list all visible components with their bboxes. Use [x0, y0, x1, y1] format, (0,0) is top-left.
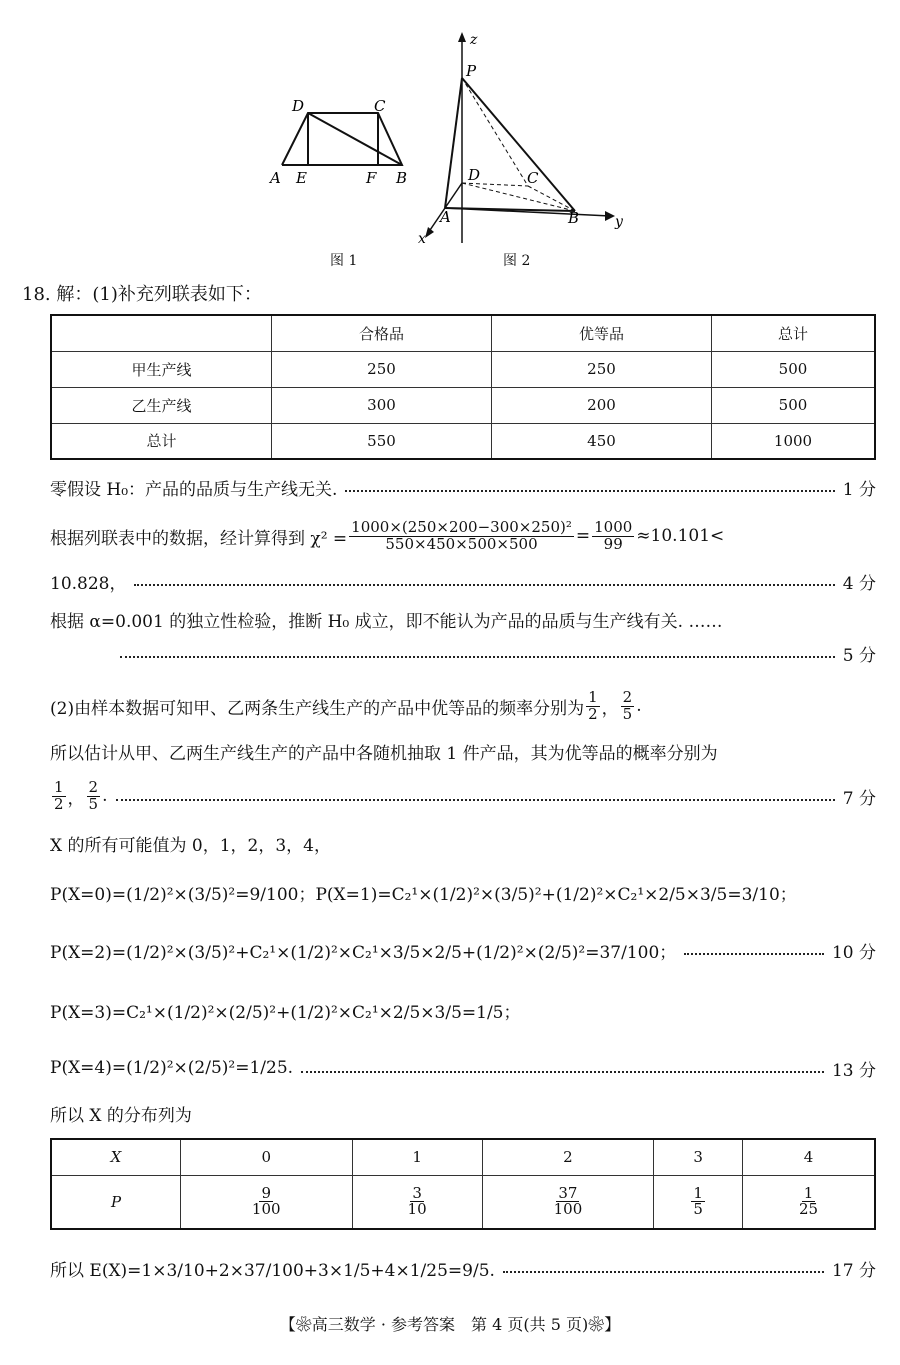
fig1-label-C: C: [374, 97, 386, 115]
fig1-label-E: E: [296, 169, 307, 187]
fraction-denominator: 5: [88, 794, 99, 813]
table-header-cell: P: [51, 1175, 181, 1229]
leader-dots: [301, 1071, 824, 1073]
expectation-text: 所以 E(X)=1×3/10+2×37/100+3×1/5+4×1/25=9/5.: [50, 1260, 495, 1281]
table-header-cell: [51, 315, 272, 351]
table-cell: 0: [181, 1139, 353, 1175]
fraction-denominator: 99: [603, 534, 623, 553]
null-hypothesis-text: 零假设 H₀：产品的品质与生产线无关.: [50, 479, 338, 500]
fraction-numerator: 1: [693, 1183, 703, 1202]
fraction-numerator: 2: [622, 687, 633, 706]
fraction-half: [52, 777, 66, 813]
chi-square-line: [50, 516, 876, 556]
p2-line: [50, 930, 876, 970]
fraction-numerator: 1: [803, 1183, 814, 1202]
score-10: 10 分: [831, 942, 876, 963]
fraction-numerator: 9: [261, 1183, 272, 1202]
leader-dots: [134, 584, 834, 586]
fraction-denominator: 100: [251, 1200, 281, 1219]
fraction-numerator: 1: [54, 777, 64, 796]
fraction-denominator: 25: [799, 1200, 819, 1219]
fraction-denominator: 10: [407, 1200, 427, 1219]
fraction-denominator: 2: [54, 794, 64, 813]
table-header-cell: X: [51, 1139, 181, 1175]
table-row: [51, 1139, 875, 1175]
table-row: [51, 423, 875, 459]
leader-dots: [345, 490, 834, 492]
possible-values-text: X 的所有可能值为 0，1，2，3，4，: [50, 835, 331, 856]
table-cell: 总计: [51, 423, 272, 459]
figure-2-caption: 图 2: [503, 253, 531, 269]
table-header-cell: 合格品: [272, 315, 492, 351]
fraction-two-fifth: [87, 777, 101, 813]
table-row: [51, 1175, 875, 1229]
fraction-numerator: 1000: [594, 517, 633, 536]
inference-text: 根据 α=0.001 的独立性检验，推断 H₀ 成立，即不能认为产品的品质与生产线有关. ……: [50, 611, 723, 632]
equals-sign: =: [575, 526, 591, 546]
fig1-label-B: B: [396, 169, 408, 187]
score-13: 13 分: [831, 1060, 876, 1081]
p4-line: [50, 1048, 876, 1088]
fig2-label-C: C: [527, 169, 539, 187]
table-cell: 3: [654, 1139, 743, 1175]
fraction-denominator: 5: [693, 1200, 703, 1219]
fig2-label-A: A: [440, 208, 451, 226]
fraction-numerator: 3: [412, 1183, 422, 1202]
inference-score-line: [50, 636, 876, 670]
fraction-denominator: 2: [588, 704, 598, 723]
table-cell: 4: [743, 1139, 875, 1175]
table-row: [51, 351, 875, 387]
table-cell: 500: [712, 351, 876, 387]
table-cell: 1000: [712, 423, 876, 459]
table-cell: 300: [272, 387, 492, 423]
fig2-label-y: y: [615, 214, 623, 230]
fig2-label-B: B: [568, 209, 580, 227]
q18-intro: 18. 解：(1)补充列联表如下：: [22, 284, 262, 305]
table-cell: 250: [272, 351, 492, 387]
table-cell: 450: [492, 423, 712, 459]
chi-square-result-fraction: [592, 517, 634, 553]
critical-value-text: 10.828，: [50, 573, 127, 594]
table-cell: 2: [482, 1139, 654, 1175]
expectation-line: [50, 1248, 876, 1288]
distribution-intro-line: [50, 1096, 876, 1130]
table-header-cell: 总计: [712, 315, 876, 351]
leader-dots: [120, 656, 835, 658]
probability-values-line: $\frac{1}{2}$ ， $\frac{2}{5}$ . 7 分: [54, 777, 876, 813]
table-cell: 乙生产线: [51, 387, 272, 423]
p4-text: P(X=4)=(1/2)²×(2/5)²=1/25.: [50, 1058, 294, 1078]
p3-line: [50, 990, 876, 1030]
p0-p1-text: P(X=0)=(1/2)²×(3/5)²=9/100；P(X=1)=C₂¹×(1/2)²×(3/5)²+(1/2)²×C₂¹×2/5×3/5=3/10；: [50, 884, 797, 905]
fig1-label-D: D: [292, 97, 305, 115]
fig2-label-z: z: [470, 32, 478, 48]
frequency-line: (2)由样本数据可知甲、乙两条生产线生产的产品中优等品的频率分别为 $\frac{1}{2}$ ， $\frac{2}{5}$ .: [50, 687, 642, 723]
figure-1-caption: 图 1: [330, 253, 358, 269]
figure-2: [410, 28, 635, 248]
fraction-numerator: 2: [88, 777, 99, 796]
score-4: 4 分: [842, 573, 876, 594]
score-7: 7 分: [842, 788, 876, 809]
chi-square-fraction: [349, 517, 574, 553]
fraction-denominator: 100: [553, 1200, 583, 1219]
score-5: 5 分: [842, 645, 876, 666]
table-header-cell: 优等品: [492, 315, 712, 351]
contingency-table: [50, 314, 876, 460]
fig1-label-F: F: [366, 169, 377, 187]
table-cell: 甲生产线: [51, 351, 272, 387]
leader-dots: [503, 1271, 824, 1273]
possible-values-line: [50, 826, 876, 860]
table-cell: 1: [352, 1139, 482, 1175]
distribution-table: [50, 1138, 876, 1230]
fraction-half: [586, 687, 600, 723]
distribution-intro-text: 所以 X 的分布列为: [50, 1105, 192, 1126]
critical-value-line: [50, 564, 876, 598]
table-cell: [181, 1175, 353, 1229]
frequency-text: (2)由样本数据可知甲、乙两条生产线生产的产品中优等品的频率分别为: [50, 698, 585, 719]
figure-1: [260, 95, 420, 190]
table-cell: [654, 1175, 743, 1229]
table-cell: 550: [272, 423, 492, 459]
fraction-numerator: 37: [558, 1183, 578, 1202]
chi-square-prefix: 根据列联表中的数据，经计算得到 χ² =: [50, 528, 348, 549]
table-cell: 250: [492, 351, 712, 387]
fraction-denominator: 5: [622, 704, 633, 723]
fraction-numerator: 1: [588, 687, 598, 706]
leader-dots: [116, 799, 835, 801]
table-cell: [482, 1175, 654, 1229]
fig2-label-x: x: [418, 231, 426, 247]
p3-text: P(X=3)=C₂¹×(1/2)²×(2/5)²+(1/2)²×C₂¹×2/5×3/5=1/5；: [50, 1002, 521, 1023]
fraction-numerator: 1000×(250×200−300×250)²: [351, 517, 572, 536]
score-17: 17 分: [831, 1260, 876, 1281]
fig2-label-P: P: [466, 62, 477, 80]
probability-estimate-line: [50, 734, 876, 768]
fig2-label-D: D: [468, 166, 481, 184]
page-footer: 【❀高三数学 · 参考答案 第 4 页(共 5 页)❀】: [279, 1315, 621, 1334]
table-cell: [743, 1175, 875, 1229]
fraction-denominator: 550×450×500×500: [385, 534, 538, 553]
inference-line: [50, 602, 876, 636]
p2-text: P(X=2)=(1/2)²×(3/5)²+C₂¹×(1/2)²×C₂¹×3/5×2/5+(1/2)²×(2/5)²=37/100；: [50, 942, 677, 963]
table-row: [51, 387, 875, 423]
score-1: 1 分: [842, 479, 876, 500]
probability-estimate-text: 所以估计从甲、乙两生产线生产的产品中各随机抽取 1 件产品，其为优等品的概率分别为: [50, 743, 718, 764]
table-cell: 500: [712, 387, 876, 423]
chi-square-approx: ≈10.101<: [636, 526, 725, 546]
fig1-label-A: A: [270, 169, 281, 187]
null-hypothesis-line: [50, 470, 876, 504]
table-cell: 200: [492, 387, 712, 423]
table-cell: [352, 1175, 482, 1229]
p0-p1-line: [50, 872, 876, 912]
fraction-two-fifth: [621, 687, 635, 723]
leader-dots: [684, 953, 824, 955]
